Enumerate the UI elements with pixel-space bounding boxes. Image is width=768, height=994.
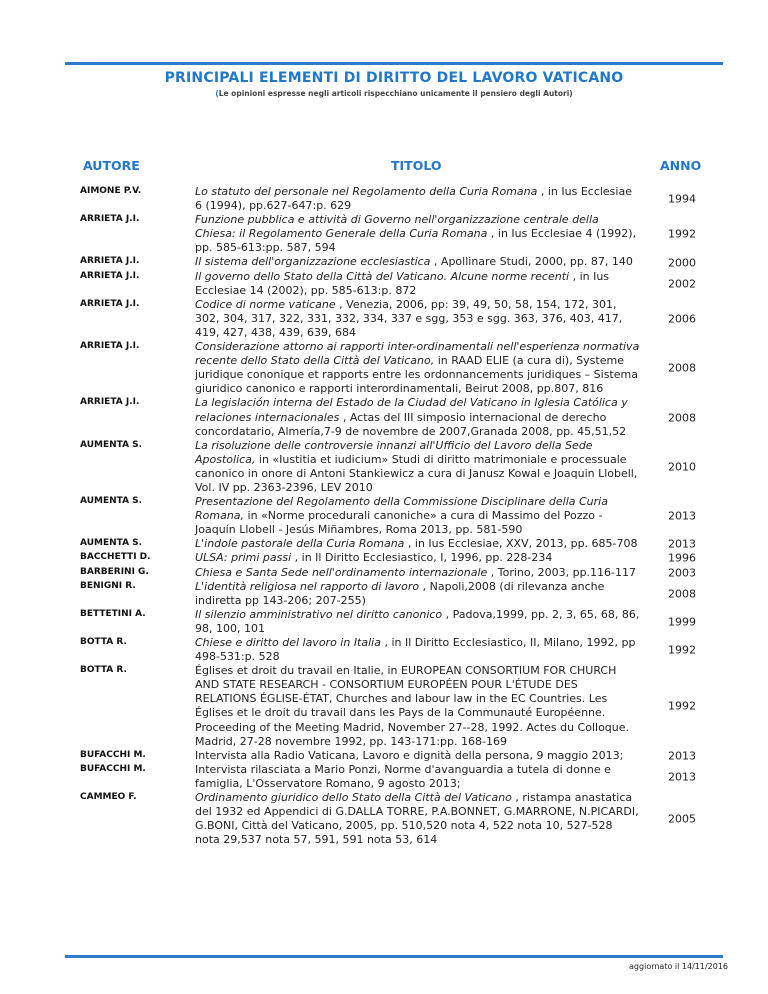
- author-cell: AUMENTA S.: [80, 538, 143, 549]
- work-title: Il silenzio amministrativo nel diritto canonico: [195, 607, 443, 621]
- author-cell: AUMENTA S.: [80, 496, 143, 507]
- column-header-titolo: TITOLO: [391, 158, 442, 173]
- citation-details: , in Il Diritto Ecclesiastico, I, 1996, pp. 228-234: [291, 551, 553, 565]
- work-title: L'indole pastorale della Curia Romana: [195, 537, 405, 551]
- author-cell: AIMONE P.V.: [80, 186, 142, 196]
- title-cell: [195, 255, 640, 269]
- author-cell: BOTTA R.: [80, 665, 127, 676]
- table-row: [0, 213, 768, 255]
- citation-details: , in Ius Ecclesiae 6 (1994), pp.627-647:p. 629: [195, 185, 632, 213]
- work-title: Ordinamento giuridico dello Stato della Città del Vaticano: [195, 791, 512, 805]
- subtitle-text: Le opinioni espresse negli articoli rispecchiano unicamente il pensiero degli Autori): [218, 89, 573, 98]
- table-row: [0, 439, 768, 495]
- author-cell: BENIGNI R.: [80, 580, 136, 591]
- table-row: [0, 664, 768, 749]
- citation-details: Intervista rilasciata a Mario Ponzi, Norme d'avanguardia a tutela di donne e famiglia, L'Osservatore Romano, 9 agosto 2013;: [195, 762, 611, 790]
- work-title: L'identità religiosa nel rapporto di lavoro: [195, 579, 420, 593]
- year-cell: 2002: [668, 277, 696, 291]
- citation-details: , Venezia, 2006, pp: 39, 49, 50, 58, 154, 172, 301, 302, 304, 317, 322, 331, 332, 334, 337 e sgg, 353 e sgg. 363, 376, 403, 417, 419, 427, 438, 439, 639, 684: [195, 297, 623, 339]
- citation-details: , in Ius Ecclesiae 14 (2002), pp. 585-613:p. 872: [195, 269, 610, 297]
- work-title: ULSA: primi passi: [195, 551, 292, 565]
- table-row: [0, 636, 768, 664]
- table-row: [0, 185, 768, 213]
- author-cell: ARRIETA J.I.: [80, 341, 140, 352]
- title-cell: [195, 340, 640, 396]
- table-row: [0, 791, 768, 847]
- year-cell: 2005: [668, 812, 696, 826]
- work-title: Il sistema dell'organizzazione ecclesiastica: [195, 255, 431, 269]
- title-cell: [195, 298, 640, 340]
- title-cell: [195, 439, 640, 495]
- work-title: Chiesa e Santa Sede nell'ordinamento internazionale: [195, 565, 488, 579]
- citation-details: , Napoli,2008 (di rilevanza anche indiretta pp 143-206; 207-255): [195, 579, 605, 607]
- citation-details: , Torino, 2003, pp.116-117: [487, 565, 637, 579]
- title-cell: [195, 763, 640, 791]
- top-rule: [65, 62, 723, 65]
- citation-details: , Apollinare Studi, 2000, pp. 87, 140: [430, 255, 633, 269]
- year-cell: 1992: [668, 699, 696, 713]
- table-row: [0, 749, 768, 763]
- bibliography-table: [0, 185, 768, 847]
- title-cell: [195, 566, 640, 580]
- table-row: [0, 551, 768, 565]
- citation-details: , Actas del III simposio internacional de derecho concordatario, Almería,7-9 de novembre de 2007,Granada 2008, pp. 45,51,52: [195, 410, 627, 438]
- work-title: La legislación interna del Estado de la Ciudad del Vaticano in Iglesia Católica y relaciones internacionales: [195, 396, 628, 424]
- citation-details: Intervista alla Radio Vaticana, Lavoro e dignità della persona, 9 maggio 2013;: [195, 748, 624, 762]
- year-cell: 2008: [668, 587, 696, 601]
- author-cell: CAMMEO F.: [80, 792, 137, 803]
- year-cell: 1994: [668, 192, 696, 206]
- author-cell: ARRIETA J.I.: [80, 256, 140, 267]
- title-cell: [195, 664, 640, 749]
- column-header-autore: AUTORE: [83, 158, 140, 173]
- table-row: [0, 537, 768, 551]
- title-cell: [195, 396, 640, 438]
- title-cell: [195, 213, 640, 255]
- author-cell: BOTTA R.: [80, 637, 127, 647]
- column-header-anno: ANNO: [660, 158, 702, 173]
- table-row: [0, 580, 768, 608]
- citation-details: , Padova,1999, pp. 2, 3, 65, 68, 86, 98, 100, 101: [195, 607, 640, 635]
- title-cell: [195, 185, 640, 213]
- title-cell: [195, 270, 640, 298]
- year-cell: 2013: [668, 537, 696, 551]
- title-cell: [195, 791, 640, 847]
- citation-details: , in Ius Ecclesiae 4 (1992), pp. 585-613:pp. 587, 594: [195, 227, 637, 255]
- author-cell: BETTETINI A.: [80, 608, 146, 619]
- year-cell: 2006: [668, 312, 696, 326]
- author-cell: BACCHETTI D.: [80, 552, 151, 563]
- citation-details: , in Ius Ecclesiae, XXV, 2013, pp. 685-708: [404, 537, 638, 551]
- citation-details: , in Il Diritto Ecclesiastico, II, Milano, 1992, pp 498-531:p. 528: [195, 636, 636, 664]
- year-cell: 2008: [668, 361, 696, 375]
- year-cell: 1999: [668, 615, 696, 629]
- year-cell: 2013: [668, 509, 696, 523]
- work-title: Codice di norme vaticane: [195, 297, 336, 311]
- work-title: Chiese e diritto del lavoro in Italia: [195, 636, 381, 649]
- citation-details: Églises et droit du travail en Italie, in EUROPEAN CONSORTIUM FOR CHURCH AND STATE RESEARCH - CONSORTIUM EUROPÉEN POUR L'ÉTUDE DES RELATIONS ÉGLISE-ÉTAT, Churches and labour law in the EC Countries. Les Églises et le droit du travail dans les Pays de la Communauté Européenne. Proceeding of the Meeting Madrid, November 27--28, 1992. Actes du Colloque. Madrid, 27-28 novembre 1992, pp. 143-171:pp. 168-169: [195, 664, 630, 748]
- work-title: Considerazione attorno ai rapporti inter-ordinamentali nell'esperienza normativa recente dello Stato della Città del Vaticano,: [195, 340, 640, 368]
- table-row: [0, 763, 768, 791]
- title-cell: [195, 636, 640, 664]
- title-cell: [195, 551, 640, 565]
- table-row: [0, 566, 768, 580]
- title-cell: [195, 537, 640, 551]
- table-row: [0, 270, 768, 298]
- author-cell: ARRIETA J.I.: [80, 214, 140, 225]
- title-cell: [195, 608, 640, 636]
- author-cell: ARRIETA J.I.: [80, 270, 140, 281]
- work-title: La risoluzione delle controversie innanzi all'Ufficio del Lavoro della Sede Apostolica,: [195, 438, 593, 466]
- table-row: [0, 255, 768, 269]
- work-title: Lo statuto del personale nel Regolamento della Curia Romana: [195, 185, 538, 198]
- table-row: [0, 495, 768, 537]
- author-cell: AUMENTA S.: [80, 439, 143, 450]
- year-cell: 1996: [668, 551, 696, 565]
- author-cell: ARRIETA J.I.: [80, 298, 140, 309]
- table-row: [0, 396, 768, 438]
- document-title: PRINCIPALI ELEMENTI DI DIRITTO DEL LAVORO VATICANO: [164, 70, 624, 86]
- author-cell: BUFACCHI M.: [80, 749, 146, 760]
- work-title: Il governo dello Stato della Città del Vaticano. Alcune norme recenti: [195, 269, 570, 283]
- citation-details: in «Norme procedurali canoniche» a cura di Massimo del Pozzo - Joaquín Llobell - Jesús Miñambres, Roma 2013, pp. 581-590: [195, 509, 603, 537]
- year-cell: 2003: [668, 566, 696, 580]
- title-cell: [195, 580, 640, 608]
- year-cell: 2013: [668, 770, 696, 784]
- table-row: [0, 608, 768, 636]
- work-title: Presentazione del Regolamento della Commissione Disciplinare della Curia Romana,: [195, 495, 608, 523]
- citation-details: , ristampa anastatica del 1932 ed Appendici di G.DALLA TORRE, P.A.BONNET, G.MARRONE, N.PICARDI, G.BONI, Città del Vaticano, 2005, pp. 510,520 nota 4, 522 nota 10, 527-528 nota 29,537 nota 57, 591, 591 nota 53, 614: [195, 791, 639, 847]
- bottom-rule: [65, 955, 723, 958]
- title-cell: [195, 495, 640, 537]
- table-row: [0, 298, 768, 340]
- author-cell: ARRIETA J.I.: [80, 397, 140, 408]
- work-title: Funzione pubblica e attività di Governo nell'organizzazione centrale della Chiesa: il Regolamento Generale della Curia Romana: [195, 213, 599, 241]
- year-cell: 1992: [668, 227, 696, 241]
- year-cell: 1992: [668, 643, 696, 657]
- year-cell: 2000: [668, 256, 696, 270]
- author-cell: BUFACCHI M.: [80, 763, 146, 774]
- year-cell: 2013: [668, 749, 696, 763]
- table-row: [0, 340, 768, 396]
- title-cell: [195, 749, 640, 763]
- citation-details: in «Iustitia et iudicium» Studi di diritto matrimoniale e processuale canonico in onore di Antoni Stankiewicz a cura di Janusz Kowal e Joaquin Llobell, Vol. IV pp. 2363-2396, LEV 2010: [195, 452, 638, 494]
- document-subtitle: [65, 89, 723, 98]
- author-cell: BARBERINI G.: [80, 566, 149, 577]
- last-updated-footer: aggiornato il 14/11/2016: [629, 962, 728, 971]
- citation-details: in RAAD ELIE (a cura di), Systeme juridique cononique et rapports entre les ordonnancements juridiques – Sistema giuridico canonico e rapporti interordinamentali, Beirut 2008, pp.807, 816: [195, 354, 638, 396]
- year-cell: 2008: [668, 411, 696, 425]
- subtitle-open-paren: (: [215, 89, 219, 98]
- year-cell: 2010: [668, 460, 696, 474]
